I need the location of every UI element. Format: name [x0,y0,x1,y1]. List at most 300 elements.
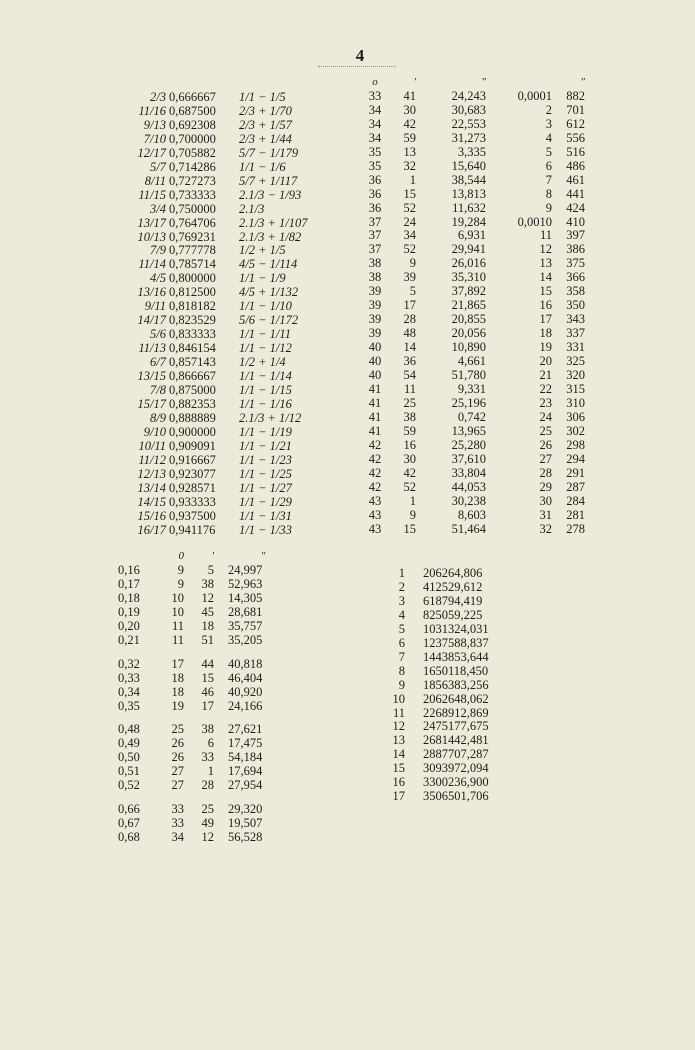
fraction-row [132,91,339,105]
fraction-cell: 5/6 [150,327,166,342]
multiple-row [370,790,523,804]
decimal-cell: 0,687500 [169,103,216,118]
expression-cell: 1/2 + 1/4 [239,355,286,370]
degree-cell: 315 [566,381,585,396]
fraction-cell: 11/13 [138,341,166,356]
angle-cell: 34 [171,830,184,845]
fraction-row [132,161,339,175]
angle-cell: 27 [171,778,184,793]
degree-cell: 37 [368,228,382,243]
degree-cell: 29,941 [451,242,486,257]
value-cell: 3300236,900 [423,775,489,790]
fraction-cell: 15/17 [137,396,166,411]
degree-cell: 14 [539,270,552,285]
angle-row [118,737,298,751]
fraction-row [132,189,339,203]
fraction-cell: 11/15 [138,187,166,202]
decimal-cell: 0,777778 [169,243,216,258]
angle-cell: 33 [171,816,184,831]
fraction-row [132,398,339,412]
degree-cell: 9 [409,256,416,271]
multiple-row [370,707,523,721]
degree-row [362,411,585,425]
degree-cell: 486 [566,158,585,173]
expression-cell: 1/1 − 1/10 [239,299,292,314]
angle-cell: 26 [171,750,184,765]
angle-cell: 0,19 [118,604,140,619]
angle-cell: 40,920 [228,684,263,699]
multiplier-cell: 15 [392,761,405,776]
degree-cell: 20 [539,354,552,369]
degree-cell: 298 [566,437,585,452]
column-header: o [372,76,378,88]
expression-cell: 2.1/3 − 1/93 [239,187,302,202]
angle-cell: 0,17 [118,576,140,591]
degree-row [362,425,585,439]
angle-cell: 14,305 [228,590,263,605]
degree-cell: 16 [403,437,416,452]
angle-cell: 29,320 [228,802,263,817]
angle-cell: 0,52 [118,778,140,793]
degree-cell: 39 [368,326,382,341]
multiplier-cell: 14 [392,747,405,762]
value-cell: 618794,419 [423,593,483,608]
degree-cell: 556 [566,130,585,145]
degree-cell: 42 [368,437,382,452]
expression-cell: 1/1 − 1/5 [239,90,286,104]
angle-cell: 0,20 [118,618,140,633]
expression-cell: 1/1 − 1/15 [239,383,292,398]
degree-cell: 3,335 [457,144,486,159]
degree-cell: 39 [368,298,382,313]
value-cell: 825059,225 [423,607,483,622]
angle-cell: 11 [171,632,184,647]
degree-cell: 39 [403,270,416,285]
degree-cell: 4 [545,130,552,145]
degree-cell: 14 [403,340,416,355]
degree-cell: 37 [368,242,382,257]
multiplier-cell: 11 [392,705,405,720]
angle-cell: 19 [171,698,184,713]
angle-cell: 52,963 [228,576,263,591]
degree-cell: 13 [403,144,416,159]
angle-cell: 0,50 [118,750,140,765]
degree-cell: 6,931 [457,228,486,243]
value-cell: 3506501,706 [423,789,489,804]
multiple-row [370,734,523,748]
value-cell: 1650118,450 [423,663,489,678]
degree-cell: 278 [566,521,585,536]
multiplier-cell: 3 [398,593,405,608]
degree-cell: 24 [403,214,416,229]
degree-cell: 302 [566,423,585,438]
fraction-cell: 16/17 [137,522,166,537]
expression-cell: 2.1/3 + 1/107 [239,215,308,230]
header-rule [318,66,396,67]
multiple-row [370,748,523,762]
value-cell: 1856383,256 [423,677,489,692]
degree-cell: 9 [545,200,552,215]
degree-cell: 11,632 [452,200,486,215]
degree-cell: 36 [368,200,382,215]
degree-cell: 410 [566,214,585,229]
decimal-cell: 0,909091 [169,438,216,453]
fraction-cell: 14/17 [137,313,166,328]
fraction-row [132,133,339,147]
value-cell: 2268912,869 [423,705,489,720]
angle-cell: 38 [201,576,214,591]
column-header: ″ [481,76,486,88]
degree-cell: 424 [566,200,585,215]
degree-cell: 4,661 [457,354,486,369]
degree-cell: 40 [368,368,382,383]
expression-cell: 4/5 − 1/114 [239,257,298,272]
fraction-cell: 7/8 [150,383,166,398]
fraction-cell: 14/15 [137,494,166,509]
angle-cell: 0,67 [118,816,140,831]
angle-cell: 0,16 [118,562,140,577]
column-header: ′ [211,550,214,562]
fraction-cell: 6/7 [150,355,166,370]
degree-cell: 44,053 [451,479,486,494]
multiple-row [370,720,523,734]
multiples-table [370,567,523,804]
decimal-cell: 0,937500 [169,508,216,523]
degree-cell: 41 [368,381,382,396]
degree-row [362,202,585,216]
angle-cell: 17 [201,698,214,713]
degree-cell: 43 [368,521,382,536]
decimal-cell: 0,928571 [169,480,216,495]
fraction-row [132,384,339,398]
angle-row [118,700,298,714]
degree-cell: 882 [566,88,585,103]
degree-row [362,257,585,271]
fraction-cell: 3/4 [150,201,166,216]
degree-cell: 24 [539,409,552,424]
degree-cell: 39 [368,312,382,327]
fraction-row [132,105,339,119]
decimal-cell: 0,933333 [169,494,216,509]
expression-cell: 2.1/3 + 1/12 [239,410,302,425]
degree-row [362,132,585,146]
angle-cell: 35,757 [228,618,263,633]
angle-row [118,817,298,831]
degree-cell: 48 [403,326,416,341]
degree-cell: 42 [368,451,382,466]
degree-row [362,383,585,397]
degree-row [362,495,585,509]
page-number: 4 [355,46,365,65]
degree-cell: 35 [368,144,382,159]
angle-cell: 44 [201,656,214,671]
degree-cell: 8,603 [457,507,486,522]
expression-cell: 1/1 − 1/23 [239,452,292,467]
angle-cell: 0,33 [118,670,140,685]
expression-cell: 1/1 − 1/11 [239,327,291,342]
multiple-row [370,623,523,637]
multiple-row [370,693,523,707]
decimal-cell: 0,846154 [169,341,216,356]
angle-cell: 0,51 [118,764,140,779]
angle-cell: 27 [171,764,184,779]
degree-cell: 40 [368,340,382,355]
fraction-cell: 13/14 [137,480,166,495]
degree-cell: 516 [566,144,585,159]
degree-cell: 32 [539,521,552,536]
fraction-row [132,426,339,440]
fraction-row [132,119,339,133]
multiplier-cell: 8 [398,663,405,678]
fraction-row [132,217,339,231]
expression-cell: 5/7 − 1/179 [239,145,299,160]
degree-cell: 25 [403,395,416,410]
angle-cell: 10 [171,590,184,605]
column-header: ″ [580,76,585,88]
multiple-row [370,567,523,581]
degree-cell: 36 [368,186,382,201]
value-cell: 412529,612 [423,579,483,594]
degree-row [362,467,585,481]
angle-table [118,550,298,845]
degree-cell: 331 [566,340,585,355]
angle-cell: 33 [201,750,214,765]
degree-cell: 41 [368,395,382,410]
degree-cell: 39 [368,284,382,299]
degree-cell: 22 [539,381,552,396]
degree-cell: 38,544 [451,172,486,187]
degree-cell: 5 [545,144,552,159]
fraction-cell: 11/16 [138,103,166,118]
degree-cell: 30 [539,493,552,508]
expression-cell: 1/1 − 1/14 [239,369,292,384]
angle-cell: 26 [171,736,184,751]
angle-cell: 54,184 [228,750,263,765]
angle-cell: 5 [207,562,214,577]
degree-cell: 17 [403,298,416,313]
expression-cell: 1/1 − 1/12 [239,341,292,356]
expression-cell: 1/1 − 1/16 [239,396,292,411]
degree-cell: 320 [566,368,585,383]
decimal-cell: 0,733333 [169,187,216,202]
degree-cell: 3 [545,116,552,131]
degree-cell: 291 [566,465,585,480]
angle-cell: 0,35 [118,698,140,713]
degree-cell: 30 [403,102,416,117]
decimal-cell: 0,916667 [169,452,216,467]
multiplier-cell: 2 [398,579,405,594]
degree-cell: 26 [539,437,552,452]
degree-cell: 386 [566,242,585,257]
degree-cell: 8 [545,186,552,201]
degree-cell: 306 [566,409,585,424]
degree-cell: 43 [368,493,382,508]
angle-row [118,606,298,620]
degree-cell: 35 [368,158,382,173]
degree-cell: 28 [403,312,416,327]
decimal-cell: 0,875000 [169,383,216,398]
fraction-cell: 9/11 [144,299,166,314]
decimal-cell: 0,700000 [169,131,216,146]
degree-cell: 31,273 [451,130,486,145]
degree-row [362,439,585,453]
value-cell: 206264,806 [423,566,483,580]
degree-cell: 366 [566,270,585,285]
angle-cell: 0,18 [118,590,140,605]
degree-row [362,146,585,160]
angle-row [118,803,298,817]
angle-cell: 0,32 [118,656,140,671]
angle-row [118,686,298,700]
fraction-row [132,244,339,258]
angle-cell: 0,21 [118,632,140,647]
angle-cell: 45 [201,604,214,619]
angle-row [118,634,298,648]
degree-row [362,453,585,467]
fraction-row [132,524,339,538]
degree-cell: 13,965 [451,423,486,438]
decimal-cell: 0,692308 [169,117,216,132]
degree-cell: 34 [403,228,416,243]
angle-cell: 46,404 [228,670,263,685]
expression-cell: 4/5 + 1/132 [239,285,299,300]
value-cell: 2062648,062 [423,691,489,706]
fraction-cell: 9/10 [143,424,166,439]
degree-cell: 337 [566,326,585,341]
decimal-cell: 0,833333 [169,327,216,342]
degree-cell: 35,310 [451,270,486,285]
degree-cell: 12 [539,242,552,257]
degree-row [362,523,585,537]
degree-cell: 42 [403,465,416,480]
degree-cell: 59 [403,423,416,438]
fraction-cell: 10/13 [137,229,166,244]
degree-cell: 19 [539,340,552,355]
fraction-row [132,412,339,426]
angle-cell: 35,205 [228,632,263,647]
degree-row [362,160,585,174]
angle-cell: 18 [171,670,184,685]
angle-row [118,723,298,737]
degree-row [362,299,585,313]
expression-cell: 1/1 − 1/31 [239,508,292,523]
fraction-cell: 11/14 [138,257,166,272]
fraction-cell: 12/17 [137,145,166,160]
multiple-row [370,776,523,790]
column-header: 0 [178,550,184,562]
value-cell: 2681442,481 [423,733,489,748]
degree-row [362,188,585,202]
expression-cell: 2.1/3 + 1/82 [239,229,302,244]
degree-cell: 30,683 [451,102,486,117]
degree-cell: 397 [566,228,585,243]
degree-table [362,76,585,536]
degree-cell: 5 [409,284,416,299]
fraction-cell: 13/17 [137,215,166,230]
degree-cell: 2 [545,102,552,117]
angle-cell: 28,681 [228,604,263,619]
degree-row [362,174,585,188]
degree-cell: 37 [368,214,382,229]
angle-cell: 25 [171,722,184,737]
degree-cell: 358 [566,284,585,299]
angle-row [118,765,298,779]
degree-row [362,327,585,341]
fraction-cell: 4/5 [150,271,166,286]
degree-row [362,509,585,523]
degree-row [362,90,585,104]
decimal-cell: 0,727273 [169,173,216,188]
angle-cell: 46 [201,684,214,699]
column-header: ″ [260,550,266,562]
decimal-cell: 0,750000 [169,201,216,216]
angle-cell: 24,997 [228,562,263,577]
fraction-cell: 13/15 [137,369,166,384]
decimal-cell: 0,714286 [169,159,216,174]
fraction-row [132,231,339,245]
multiple-row [370,651,523,665]
angle-cell: 33 [171,802,184,817]
degree-cell: 11 [539,228,552,243]
decimal-cell: 0,800000 [169,271,216,286]
angle-cell: 19,507 [228,816,263,831]
degree-cell: 33 [368,88,382,103]
degree-cell: 33,804 [451,465,486,480]
column-header [118,550,158,564]
degree-cell: 42 [403,116,416,131]
fraction-row [132,286,339,300]
value-cell: 2475177,675 [423,719,489,734]
multiplier-cell: 10 [392,691,405,706]
degree-cell: 13,813 [451,186,486,201]
fraction-row [132,482,339,496]
expression-cell: 1/1 − 1/25 [239,466,292,481]
degree-row [362,369,585,383]
degree-cell: 15 [403,521,416,536]
degree-cell: 36 [403,354,416,369]
angle-row [118,831,298,845]
degree-cell: 9 [409,507,416,522]
expression-cell: 1/1 − 1/19 [239,424,292,439]
degree-cell: 16 [539,298,552,313]
degree-cell: 38 [368,270,382,285]
degree-cell: 25,280 [451,437,486,452]
fraction-cell: 9/13 [143,117,166,132]
multiple-row [370,609,523,623]
expression-cell: 5/7 + 1/117 [239,173,298,188]
degree-cell: 21,865 [451,298,486,313]
multiplier-cell: 12 [392,719,405,734]
degree-cell: 7 [545,172,552,187]
degree-cell: 34 [368,130,382,145]
degree-cell: 375 [566,256,585,271]
angle-cell: 9 [177,562,184,577]
angle-cell: 18 [171,684,184,699]
angle-cell: 28 [201,778,214,793]
degree-cell: 30 [403,451,416,466]
angle-row [118,672,298,686]
degree-cell: 0,742 [457,409,486,424]
angle-row [118,592,298,606]
fraction-cell: 5/7 [150,159,166,174]
degree-cell: 24,243 [451,88,486,103]
decimal-cell: 0,818182 [169,299,216,314]
fraction-row [132,454,339,468]
degree-cell: 310 [566,395,585,410]
fraction-row [132,328,339,342]
multiple-row [370,595,523,609]
degree-cell: 10,890 [451,340,486,355]
